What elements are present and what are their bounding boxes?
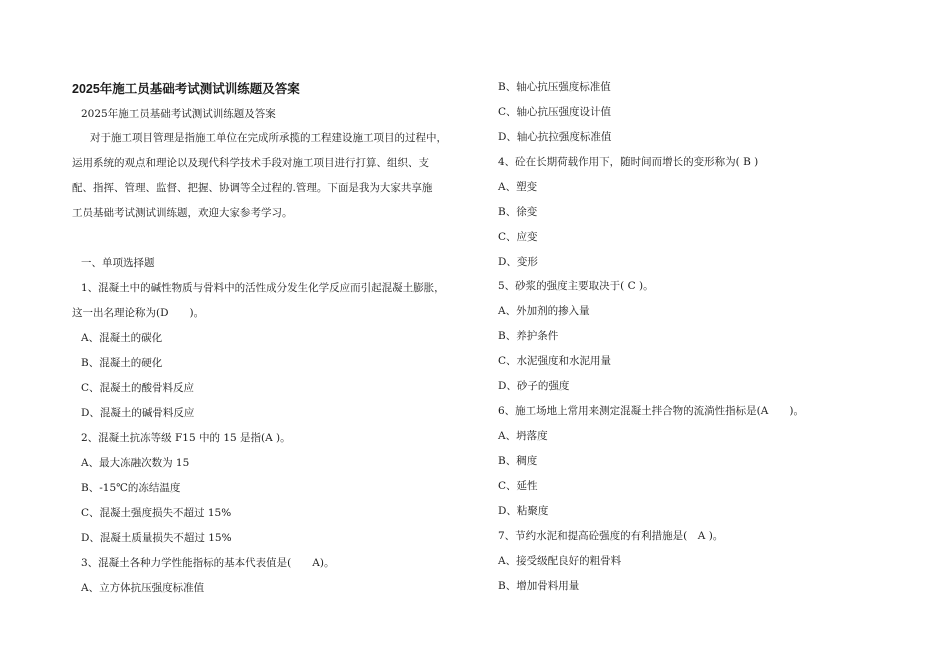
option-line: B、徐变 — [498, 206, 538, 218]
option-line: B、-15℃的冻结温度 — [81, 482, 181, 494]
question-line: 2、混凝土抗冻等级 F15 中的 15 是指(A )。 — [81, 432, 291, 444]
option-line: D、砂子的强度 — [498, 380, 570, 392]
section-heading: 一、单项选择题 — [81, 257, 155, 269]
option-line: C、应变 — [498, 231, 538, 243]
option-line: B、混凝土的硬化 — [81, 357, 163, 369]
option-line: C、延性 — [498, 480, 538, 492]
option-line: B、养护条件 — [498, 330, 559, 342]
option-line: A、外加剂的掺入量 — [498, 305, 590, 317]
question-line: 5、砂浆的强度主要取决于( C )。 — [498, 280, 654, 292]
document-subtitle: 2025年施工员基础考试测试训练题及答案 — [81, 108, 276, 120]
option-line: A、最大冻融次数为 15 — [81, 457, 190, 469]
document-title: 2025年施工员基础考试测试训练题及答案 — [72, 82, 300, 96]
option-line: C、轴心抗压强度设计值 — [498, 106, 612, 118]
option-line: A、坍落度 — [498, 430, 548, 442]
option-line: A、混凝土的碳化 — [81, 332, 163, 344]
option-line: D、变形 — [498, 256, 538, 268]
question-line: 6、施工场地上常用来测定混凝土拌合物的流淌性指标是(A )。 — [498, 405, 804, 417]
intro-line: 运用系统的观点和理论以及现代科学技术手段对施工项目进行打算、组织、支 — [72, 157, 429, 169]
question-line: 4、砼在长期荷载作用下，随时间而增长的变形称为( B ) — [498, 156, 759, 168]
option-line: B、增加骨料用量 — [498, 580, 580, 592]
question-line: 1、混凝土中的碱性物质与骨料中的活性成分发生化学反应而引起混凝土膨胀， — [81, 282, 445, 294]
option-line: B、稠度 — [498, 455, 538, 467]
question-line: 这一出名理论称为(D )。 — [72, 307, 205, 319]
option-line: C、混凝土强度损失不超过 15% — [81, 507, 232, 519]
intro-paragraph — [72, 130, 472, 230]
intro-line: 工员基础考试测试训练题，欢迎大家参考学习。 — [72, 207, 293, 219]
option-line: D、混凝土的碱骨料反应 — [81, 407, 195, 419]
question-line: 7、节约水泥和提高砼强度的有利措施是( A )。 — [498, 530, 724, 542]
option-line: D、混凝土质量损失不超过 15% — [81, 532, 232, 544]
intro-line: 对于施工项目管理是指施工单位在完成所承揽的工程建设施工项目的过程中， — [90, 132, 447, 144]
option-line: D、轴心抗拉强度标准值 — [498, 131, 612, 143]
option-line: B、轴心抗压强度标准值 — [498, 81, 611, 93]
question-line: 3、混凝土各种力学性能指标的基本代表值是( A)。 — [81, 557, 335, 569]
option-line: A、立方体抗压强度标准值 — [81, 582, 205, 594]
option-line: C、水泥强度和水泥用量 — [498, 355, 612, 367]
option-line: A、接受级配良好的粗骨料 — [498, 555, 622, 567]
option-line: D、粘聚度 — [498, 505, 549, 517]
intro-line: 配、指挥、管理、监督、把握、协调等全过程的.管理。下面是我为大家共享施 — [72, 182, 433, 194]
option-line: C、混凝土的酸骨料反应 — [81, 382, 195, 394]
option-line: A、塑变 — [498, 181, 538, 193]
